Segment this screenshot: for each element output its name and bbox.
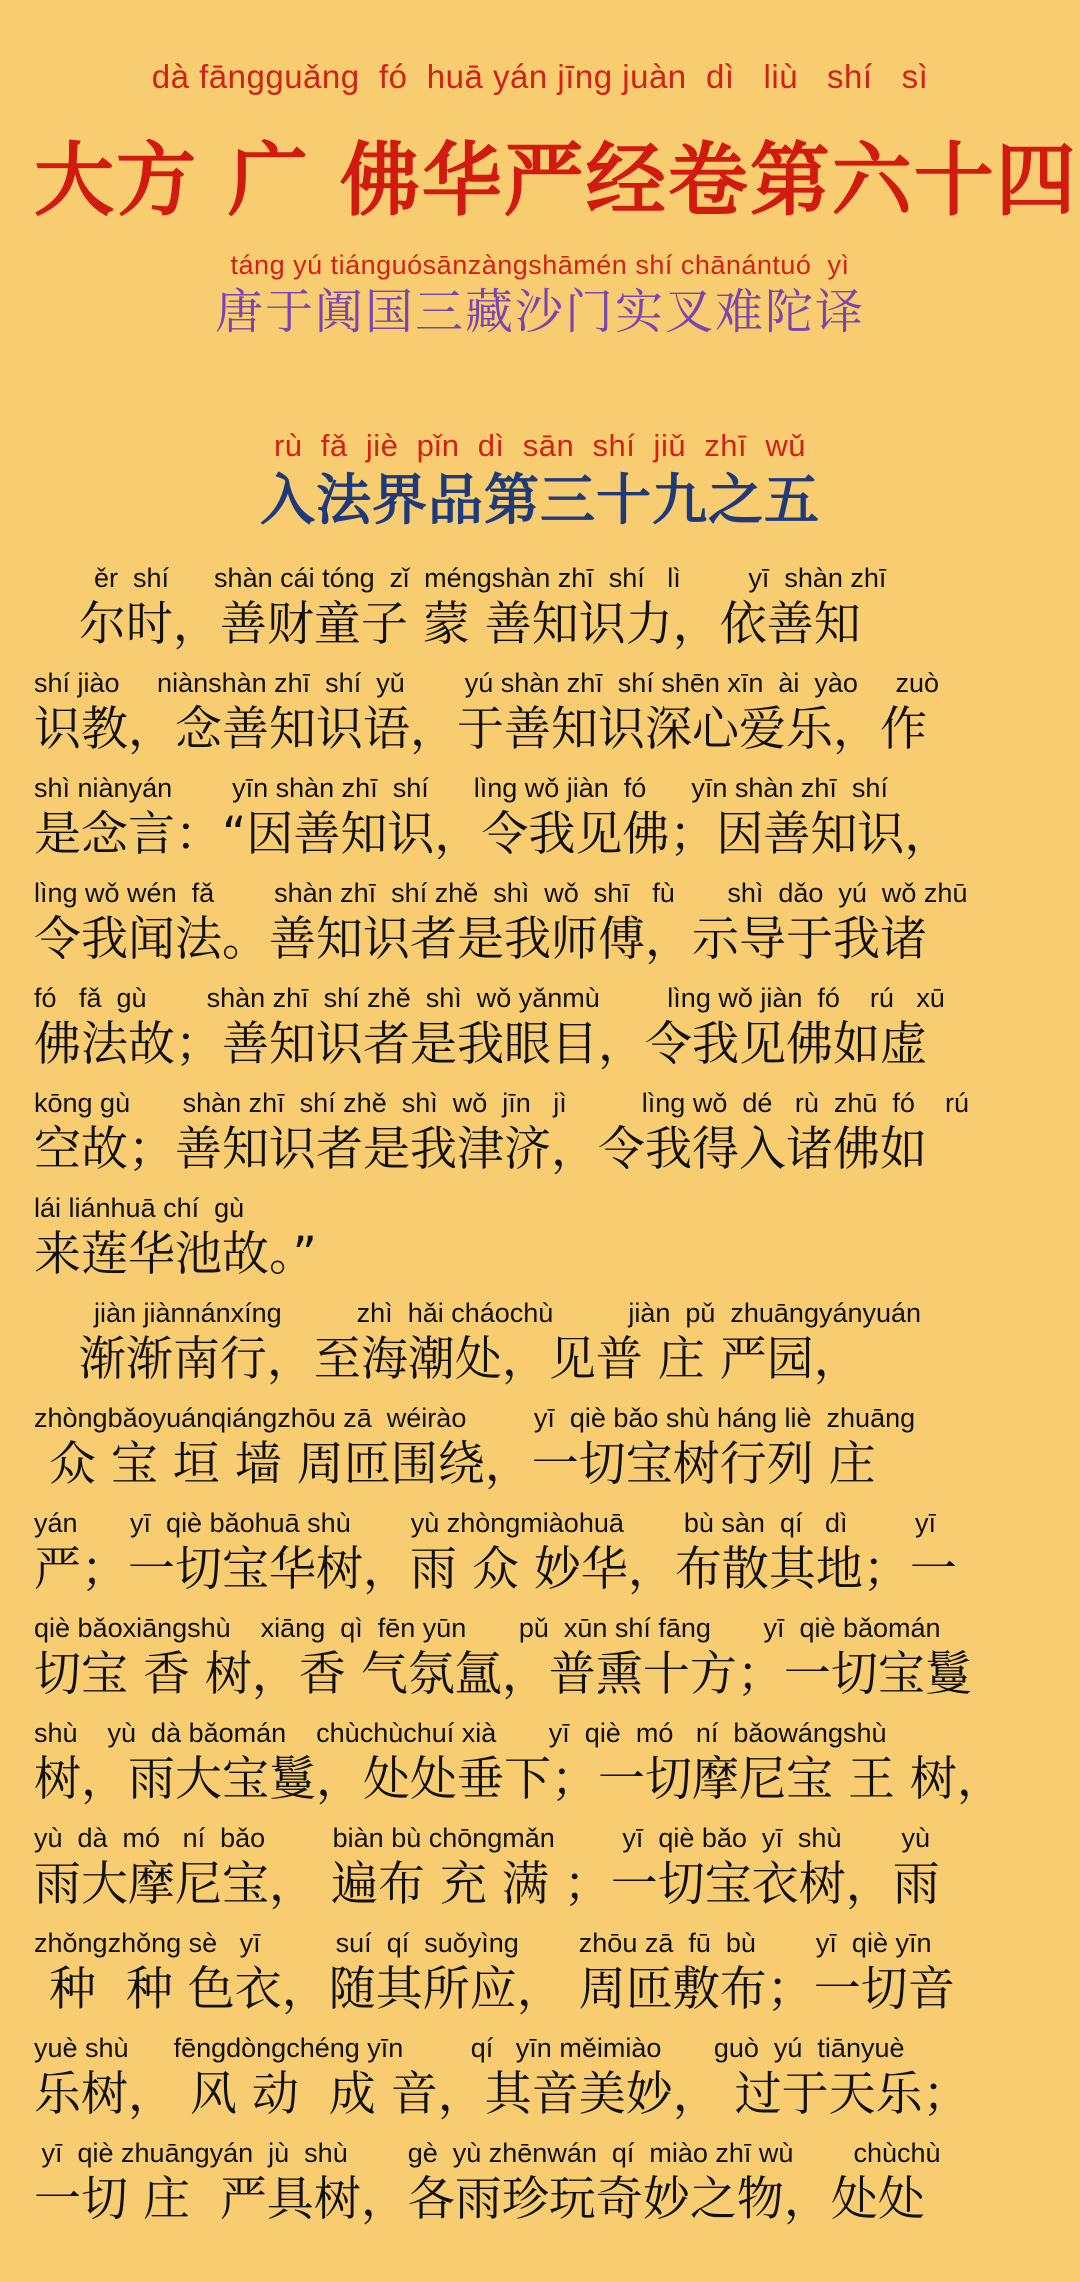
chapter-pinyin: rù fǎ jiè pǐn dì sān shí jiǔ zhī wǔ <box>273 428 807 463</box>
line-pinyin: zhǒngzhǒng sè yī suí qí suǒyìng zhōu zā fū bù yī qiè yīn <box>34 1928 932 1958</box>
line-pinyin: kōng gù shàn zhī shí zhě shì wǒ jīn jì lìng wǒ dé rù zhū fó rú <box>34 1088 969 1118</box>
line-text: 渐渐南行，至海潮处，见普 庄 严园， <box>34 1332 861 1387</box>
line-text: 是念言：“因善知识，令我见佛；因善知识， <box>34 807 952 862</box>
line-text: 众 宝 垣 墙 周匝围绕，一切宝树行列 庄 <box>34 1437 876 1492</box>
line-pinyin: ěr shí shàn cái tóng zǐ méngshàn zhī shí lì yī shàn zhī <box>34 563 887 593</box>
line-pinyin: fó fǎ gù shàn zhī shí zhě shì wǒ yǎnmù lìng wǒ jiàn fó rú xū <box>34 983 945 1013</box>
line-pinyin: jiàn jiànnánxíng zhì hǎi cháochù jiàn pǔ zhuāngyányuán <box>34 1298 922 1328</box>
line-pinyin: zhòngbǎoyuánqiángzhōu zā wéirào yī qiè bǎo shù háng liè zhuāng <box>34 1403 916 1433</box>
subtitle-translator: 唐于阗国三藏沙门实叉难陀译 <box>214 284 865 340</box>
line-pinyin: yán yī qiè bǎohuā shù yù zhòngmiàohuā bù sàn qí dì yī <box>34 1508 937 1538</box>
line-pinyin: shí jiào niànshàn zhī shí yǔ yú shàn zhī shí shēn xīn ài yào zuò <box>34 668 939 698</box>
title-pinyin: dà fāngguǎng fó huā yán jīng juàn dì liù shí sì <box>151 58 929 95</box>
line-text: 种 种 色衣，随其所应， 周匝敷布；一切音 <box>34 1962 955 2017</box>
line-text: 雨大摩尼宝， 遍布 充 满 ；一切宝衣树，雨 <box>34 1857 940 1912</box>
line-text: 一切 庄 严具树，各雨珍玩奇妙之物，处处 <box>34 2172 925 2227</box>
line-pinyin: yuè shù fēngdòngchéng yīn qí yīn měimiào guò yú tiānyuè <box>34 2033 905 2063</box>
line-text: 切宝 香 树，香 气氛氲，普熏十方；一切宝鬘 <box>34 1647 972 1702</box>
line-pinyin: qiè bǎoxiāngshù xiāng qì fēn yūn pǔ xūn shí fāng yī qiè bǎomán <box>34 1613 941 1643</box>
line-text: 空故；善知识者是我津济，令我得入诸佛如 <box>34 1122 927 1177</box>
line-text: 识教，念善知识语，于善知识深心爱乐，作 <box>34 702 927 757</box>
line-text: 严；一切宝华树，雨 众 妙华，布散其地；一 <box>34 1542 957 1597</box>
line-pinyin: lìng wǒ wén fǎ shàn zhī shí zhě shì wǒ shī fù shì dǎo yú wǒ zhū <box>34 878 968 908</box>
line-text: 佛法故；善知识者是我眼目，令我见佛如虚 <box>34 1017 927 1072</box>
line-pinyin: shì niànyán yīn shàn zhī shí lìng wǒ jiàn fó yīn shàn zhī shí <box>34 773 888 803</box>
line-text: 来莲华池故。” <box>34 1227 317 1282</box>
line-pinyin: shù yù dà bǎomán chùchùchuí xià yī qiè mó ní bǎowángshù <box>34 1718 887 1748</box>
page-title: 大方 广 佛华严经卷第六十四 <box>34 133 1078 227</box>
line-text: 树，雨大宝鬘，处处垂下；一切摩尼宝 王 树， <box>34 1752 1004 1807</box>
line-text: 乐树， 风 动 成 音，其音美妙， 过于天乐； <box>34 2067 970 2122</box>
line-pinyin: yī qiè zhuāngyán jù shù gè yù zhēnwán qí miào zhī wù chùchù <box>34 2138 941 2168</box>
line-pinyin: lái liánhuā chí gù <box>34 1193 245 1223</box>
line-pinyin: yù dà mó ní bǎo biàn bù chōngmǎn yī qiè bǎo yī shù yù <box>34 1823 930 1853</box>
line-text: 令我闻法。善知识者是我师傅，示导于我诸 <box>34 912 927 967</box>
line-text: 尔时，善财童子 蒙 善知识力，依善知 <box>34 597 861 652</box>
chapter-title: 入法界品第三十九之五 <box>259 467 820 532</box>
subtitle-pinyin: táng yú tiánguósānzàngshāmén shí chānántuó yì <box>230 250 850 280</box>
